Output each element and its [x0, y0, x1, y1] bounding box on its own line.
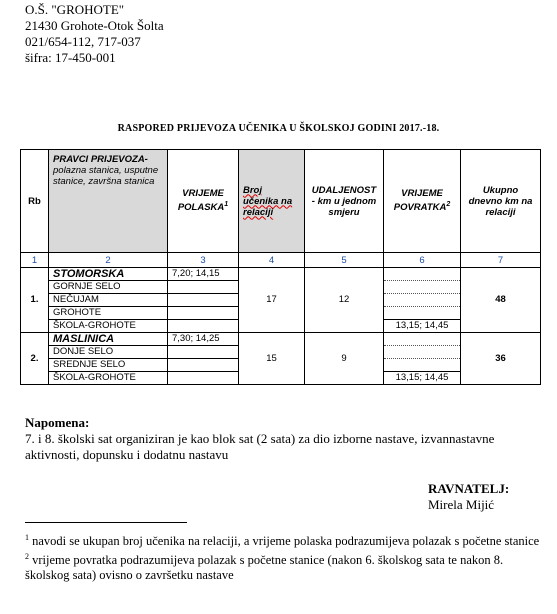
header-ukupno: Ukupno dnevno km na relaciji	[461, 150, 541, 253]
header-pravci	[49, 150, 168, 253]
route-departure: 7,20; 14,15	[168, 268, 239, 281]
route-departure-empty	[168, 294, 239, 307]
signature-title: RAVNATELJ:	[428, 481, 510, 496]
route-stop: MASLINICA	[49, 333, 168, 346]
route-stop: ŠKOLA-GROHOTE	[49, 320, 168, 333]
route-rb: 2.	[21, 333, 49, 385]
col-number: 1	[21, 253, 49, 268]
route-stop: STOMORSKA	[49, 268, 168, 281]
route-stop: SREDNJE SELO	[49, 359, 168, 372]
route-return-empty	[384, 359, 461, 372]
route-students: 15	[239, 333, 305, 385]
route-departure-empty	[168, 346, 239, 359]
school-code: šifra: 17-450-001	[25, 50, 116, 65]
school-phone: 021/654-112, 717-037	[25, 34, 141, 49]
route-stop: NEČUJAM	[49, 294, 168, 307]
table-header-row	[21, 150, 541, 253]
route-stop: DONJE SELO	[49, 346, 168, 359]
route-departure-empty	[168, 281, 239, 294]
col-number: 4	[239, 253, 305, 268]
school-header	[25, 2, 164, 66]
col-number: 3	[168, 253, 239, 268]
footnotes	[25, 530, 550, 583]
route-distance: 12	[305, 268, 384, 333]
footnote-divider	[25, 522, 187, 523]
route-departure-empty	[168, 307, 239, 320]
header-vrijeme-povratka: VRIJEME POVRATKA$^2$	[384, 150, 461, 253]
route-distance: 9	[305, 333, 384, 385]
table-row	[21, 333, 541, 346]
route-return-empty	[384, 281, 461, 294]
header-rb: Rb	[21, 150, 49, 253]
route-stop: GORNJE SELO	[49, 281, 168, 294]
route-departure-empty	[168, 372, 239, 385]
route-return: 13,15; 14,45	[384, 372, 461, 385]
column-number-row	[21, 253, 541, 268]
route-students: 17	[239, 268, 305, 333]
document-title: RASPORED PRIJEVOZA UČENIKA U ŠKOLSKOJ GODINI 2017.-18.	[117, 123, 440, 134]
route-total: 48	[461, 268, 541, 333]
route-return-empty	[384, 307, 461, 320]
route-departure-empty	[168, 320, 239, 333]
route-rb: 1.	[21, 268, 49, 333]
header-broj-ucenika: Broj učenika na relaciji	[239, 150, 305, 253]
table-row	[21, 268, 541, 281]
route-stop: ŠKOLA-GROHOTE	[49, 372, 168, 385]
route-return-empty	[384, 294, 461, 307]
header-vrijeme-polaska: VRIJEME POLASKA$^1$	[168, 150, 239, 253]
header-udaljenost: UDALJENOST - km u jednom smjeru	[305, 150, 384, 253]
route-return: 13,15; 14,45	[384, 320, 461, 333]
note-text: 7. i 8. školski sat organiziran je kao blok sat (2 sata) za dio izborne nastave, izvannastavne aktivnosti, dopunsku i dodatnu nastavu	[25, 431, 495, 462]
route-total: 36	[461, 333, 541, 385]
footnote-1: $^1$ navodi se ukupan broj učenika na relaciji, a vrijeme polaska podrazumijeva polazak s početne stanice	[25, 533, 540, 549]
signature-name: Mirela Mijić	[428, 497, 495, 512]
route-departure-empty	[168, 359, 239, 372]
school-address: 21430 Grohote-Otok Šolta	[25, 18, 164, 33]
school-name: O.Š. "GROHOTE"	[25, 2, 125, 17]
header-pravci-rest: polazna stanica, usputne stanice, završna stanica	[53, 165, 159, 187]
signature-block	[428, 481, 509, 513]
transport-table	[20, 149, 541, 385]
route-return-empty	[384, 268, 461, 281]
route-return-empty	[384, 333, 461, 346]
route-departure: 7,30; 14,25	[168, 333, 239, 346]
col-number: 7	[461, 253, 541, 268]
route-return-empty	[384, 346, 461, 359]
col-number: 2	[49, 253, 168, 268]
note-section	[25, 415, 545, 463]
note-heading: Napomena:	[25, 415, 90, 430]
col-number: 5	[305, 253, 384, 268]
header-pravci-bold: PRAVCI PRIJEVOZA-	[53, 154, 148, 165]
footnote-2: $^2$ vrijeme povratka podrazumijeva polazak s početne stanice (nakon 6. školskog sata te nakon 8. školskog sata) ovisno o završetku nastave	[25, 552, 504, 583]
col-number: 6	[384, 253, 461, 268]
route-stop: GROHOTE	[49, 307, 168, 320]
